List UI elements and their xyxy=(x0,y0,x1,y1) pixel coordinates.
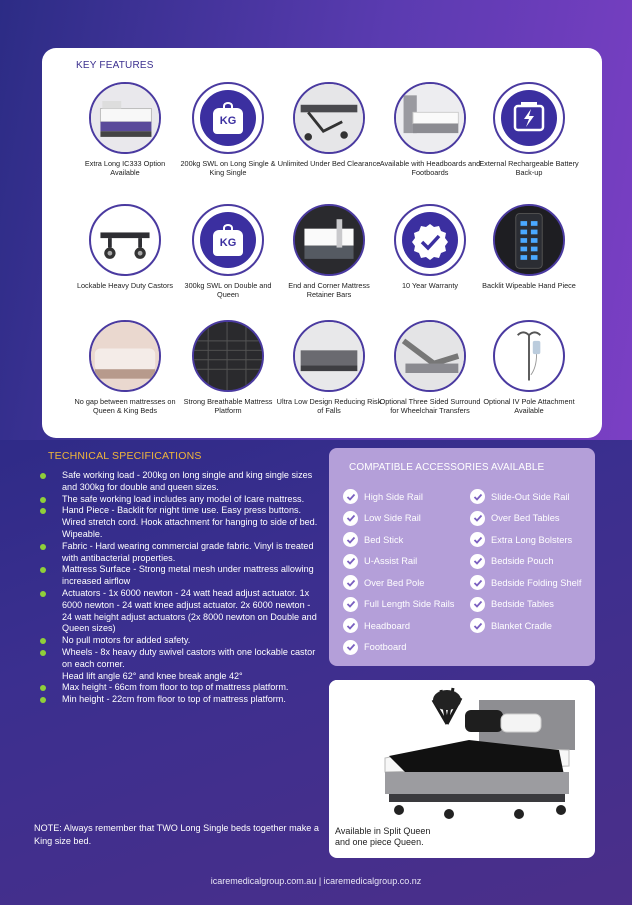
list-item: Full Length Side Rails xyxy=(343,594,454,616)
bullet-icon xyxy=(40,591,46,597)
check-circle-icon xyxy=(343,511,358,526)
check-circle-icon xyxy=(470,554,485,569)
bullet-icon xyxy=(40,638,46,644)
check-circle-icon xyxy=(470,618,485,633)
feature-ultra-low: Ultra Low Design Reducing Risk of Falls xyxy=(274,320,384,416)
list-item: No pull motors for added safety. xyxy=(38,635,318,647)
accessories-left-column xyxy=(343,486,454,658)
list-item: Bedside Folding Shelf xyxy=(470,572,581,594)
list-item: Fabric - Hard wearing commercial grade fabric. Vinyl is treated with antibacterial properties. xyxy=(38,541,318,565)
list-item: Footboard xyxy=(343,637,454,659)
footer-urls[interactable]: icaremedicalgroup.com.au | icaremedicalgroup.co.nz xyxy=(210,876,422,886)
list-item: Bed Stick xyxy=(343,529,454,551)
list-item: Max height - 66cm from floor to top of mattress platform. xyxy=(38,682,318,694)
list-item: Mattress Surface - Strong metal mesh under mattress allowing increased airflow xyxy=(38,564,318,588)
feature-no-gap: No gap between mattresses on Queen & King Beds xyxy=(70,320,180,416)
bed-length-icon xyxy=(89,82,161,154)
list-item: Min height - 22cm from floor to top of mattress platform. xyxy=(38,694,318,706)
list-item: High Side Rail xyxy=(343,486,454,508)
list-item: Headboard xyxy=(343,615,454,637)
bullet-icon xyxy=(40,544,46,550)
feature-platform: Strong Breathable Mattress Platform xyxy=(173,320,283,416)
feature-hand-piece: Backlit Wipeable Hand Piece xyxy=(474,204,584,290)
list-item: Extra Long Bolsters xyxy=(470,529,581,551)
feature-200kg: KG 200kg SWL on Long Single & King Single xyxy=(173,82,283,178)
list-item: U-Assist Rail xyxy=(343,551,454,573)
list-item: Safe working load - 200kg on long single and king single sizes and 300kg for double and queen sizes. xyxy=(38,470,318,494)
key-features-card xyxy=(42,48,602,438)
tech-specs-title: TECHNICAL SPECIFICATIONS xyxy=(48,450,202,462)
check-circle-icon xyxy=(470,511,485,526)
kg-weight-icon: KG xyxy=(192,82,264,154)
check-circle-icon xyxy=(470,597,485,612)
battery-icon xyxy=(493,82,565,154)
check-circle-icon xyxy=(470,575,485,590)
iv-pole-icon xyxy=(493,320,565,392)
hand-piece-icon xyxy=(493,204,565,276)
bullet-icon xyxy=(40,697,46,703)
check-circle-icon xyxy=(470,489,485,504)
bullet-icon xyxy=(40,567,46,573)
list-item: Bedside Tables xyxy=(470,594,581,616)
accessories-title: COMPATIBLE ACCESSORIES AVAILABLE xyxy=(349,462,545,473)
feature-surround: Optional Three Sided Surround for Wheelchair Transfers xyxy=(375,320,485,416)
check-circle-icon xyxy=(343,618,358,633)
list-item: Hand Piece - Backlit for night time use. Easy press buttons. Wired stretch cord. Hook attachment for hanging to side of bed. Wipeable. xyxy=(38,505,318,540)
list-item: Low Side Rail xyxy=(343,508,454,530)
feature-iv-pole: Optional IV Pole Attachment Available xyxy=(474,320,584,416)
check-circle-icon xyxy=(343,489,358,504)
list-item: Over Bed Tables xyxy=(470,508,581,530)
low-bed-icon xyxy=(293,320,365,392)
check-circle-icon xyxy=(343,575,358,590)
headboard-bed-icon xyxy=(394,82,466,154)
mattress-platform-icon xyxy=(192,320,264,392)
list-item: Actuators - 1x 6000 newton - 24 watt head adjust actuator. 1x 6000 newton - 24 watt knee adjust actuator. 2x 6000 newton - 24 watt height adjust actuators (2x 8000 newton on Double and Queen sizes) xyxy=(38,588,318,635)
feature-under-bed: Unlimited Under Bed Clearance xyxy=(274,82,384,168)
note-text: NOTE: Always remember that TWO Long Single beds together make a King size bed. xyxy=(34,823,319,846)
warranty-check-icon xyxy=(394,204,466,276)
bullet-icon xyxy=(40,650,46,656)
list-item: Slide-Out Side Rail xyxy=(470,486,581,508)
bullet-icon xyxy=(40,508,46,514)
surround-icon xyxy=(394,320,466,392)
bed-photo-card xyxy=(329,680,595,858)
check-circle-icon xyxy=(343,597,358,612)
feature-300kg: KG 300kg SWL on Double and Queen xyxy=(173,204,283,300)
check-circle-icon xyxy=(343,532,358,547)
key-features-title: KEY FEATURES xyxy=(76,60,154,71)
kg-weight-icon: KG xyxy=(192,204,264,276)
mattress-retainer-icon xyxy=(293,204,365,276)
list-item: Bedside Pouch xyxy=(470,551,581,573)
feature-warranty: 10 Year Warranty xyxy=(375,204,485,290)
accessories-right-column xyxy=(470,486,581,637)
bullet-icon xyxy=(40,685,46,691)
feature-battery: External Rechargeable Battery Back-up xyxy=(474,82,584,178)
list-item: Blanket Cradle xyxy=(470,615,581,637)
feature-extra-long: Extra Long IC333 Option Available xyxy=(70,82,180,178)
under-bed-icon xyxy=(293,82,365,154)
bullet-icon xyxy=(40,497,46,503)
list-item: The safe working load includes any model of Icare mattress. xyxy=(38,494,318,506)
bullet-icon xyxy=(40,473,46,479)
list-item: Wheels - 8x heavy duty swivel castors with one lockable castor on each corner. Head lift angle 62° and knee break angle 42° xyxy=(38,647,318,682)
feature-castors: Lockable Heavy Duty Castors xyxy=(70,204,180,290)
feature-headboards: Available with Headboards and Footboards xyxy=(375,82,485,178)
mattress-gap-icon xyxy=(89,320,161,392)
check-circle-icon xyxy=(343,640,358,655)
check-circle-icon xyxy=(470,532,485,547)
castor-icon xyxy=(89,204,161,276)
tech-specs-list xyxy=(38,470,318,706)
feature-retainer-bars: End and Corner Mattress Retainer Bars xyxy=(274,204,384,300)
photo-caption: Available in Split Queen and one piece Queen. xyxy=(335,826,431,847)
list-item: Over Bed Pole xyxy=(343,572,454,594)
accessories-panel xyxy=(329,448,595,666)
check-circle-icon xyxy=(343,554,358,569)
bed-photo xyxy=(329,680,595,826)
